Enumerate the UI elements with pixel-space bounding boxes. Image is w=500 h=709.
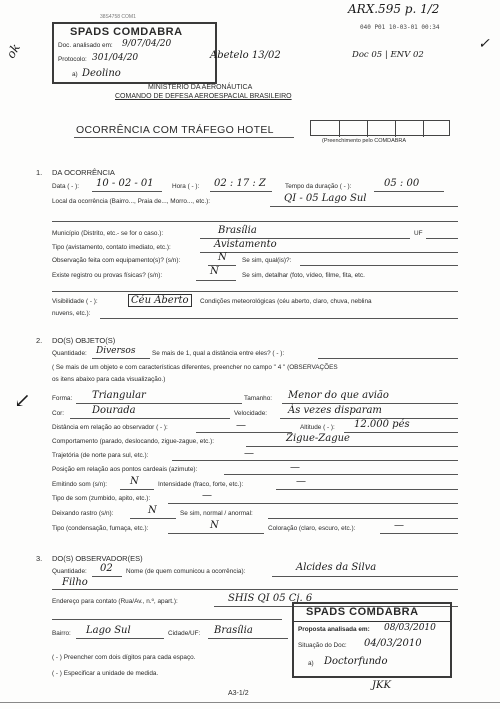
visib-value: Céu Aberto (128, 294, 192, 307)
distancia-label: Distância em relação ao observador ( - ): (52, 424, 168, 431)
stamp-bottom-a-label: a) (308, 660, 314, 667)
uf-label: UF (414, 230, 423, 237)
obs-equip-label: Observação feita com equipamento(s)? (s/n): (52, 257, 181, 264)
check-mark: ✓ (478, 36, 490, 52)
duration-label: Tempo da duração ( - ): (285, 183, 352, 190)
coloracao-label: Coloração (claro, escuro, etc.): (268, 525, 356, 532)
registro-label: Existe registro ou provas físicas? (s/n): (52, 272, 163, 279)
protocolo-value: 301/04/20 (92, 53, 139, 63)
obs-equip-value: N (218, 252, 227, 263)
nome-value: Alcides da Silva (296, 562, 377, 573)
visib-detail-2: nuvens, etc.): (52, 310, 91, 317)
fill-note: (Preenchimento pelo COMDABRA (322, 138, 407, 144)
situacao-label: Situação do Doc: (298, 642, 347, 649)
tipo-rastro-value: N (210, 520, 219, 531)
intensidade-label: Intensidade (fraco, forte, etc.): (158, 481, 244, 488)
stamp-bottom-signature: Doctorfundo (324, 656, 388, 667)
doc-env-handwritten: Doc 05 | ENV 02 (352, 50, 424, 60)
fax-stamp: 040 P01 10-03-01 00:34 (360, 24, 440, 31)
cor-value: Dourada (92, 405, 136, 416)
margin-mark: ok (3, 41, 23, 61)
stamp-a-label: a) (72, 71, 78, 78)
bairro-value: Lago Sul (86, 625, 131, 636)
doc-analisado-label: Doc. analisado em: (58, 42, 113, 49)
footnote-2: ( - ) Especificar a unidade de medida. (52, 670, 159, 677)
altitude-label: Altitude ( - ): (300, 424, 335, 431)
comport-label: Comportamento (parado, deslocando, zigue-zague, etc.): (52, 438, 214, 445)
emitindo-value: N (130, 476, 139, 487)
obs-qty-value: 02 (100, 563, 113, 574)
visib-detail: Condições meteorológicas (céu aberto, claro, chuva, neblina (200, 298, 372, 305)
coloracao-value: — (394, 520, 404, 531)
tamanho-value: Menor do que avião (288, 390, 389, 401)
reference-number: ARX.595 p. 1/2 (348, 2, 440, 16)
qty-detail: Se mais de 1, qual a distância entre eles? ( - ): (152, 350, 285, 357)
doc-analisado-value: 9/07/04/20 (122, 39, 172, 49)
posicao-value: — (290, 462, 300, 473)
protocolo-label: Protocolo: (58, 56, 87, 63)
spads-stamp-bottom (292, 602, 452, 678)
note-1: ( Se mais de um objeto e com características diferentes, preencher no campo " 4 " (OBSERVAÇÕES (52, 364, 338, 371)
hour-value: 02 : 17 : Z (214, 178, 266, 189)
distancia-value: — (236, 420, 246, 431)
stamp-bottom-title: SPADS COMDABRA (306, 606, 419, 618)
place-value: QI - 05 Lago Sul (284, 193, 367, 204)
cidade-label: Cidade/UF: (168, 630, 201, 637)
footnote-1: ( - ) Preencher com dois dígitos para cada espaço. (52, 654, 196, 661)
tipo-value: Avistamento (214, 239, 277, 250)
qty-label: Quantidade: (52, 350, 87, 357)
altitude-value: 12.000 pés (354, 419, 410, 430)
note-2: os itens abaixo para cada visualização.) (52, 376, 166, 383)
tipo-rastro-label: Tipo (condensação, fumaça, etc.): (52, 525, 149, 532)
section2-number: 2. (36, 336, 43, 345)
posicao-label: Posição em relação aos pontos cardeais (azimute): (52, 466, 198, 473)
registro-value: N (210, 266, 219, 277)
rastro-value: N (148, 505, 157, 516)
stamp-signature: Deolino (82, 68, 121, 79)
endereco-value: SHIS QI 05 Cj. 6 (228, 593, 313, 604)
cor-label: Cor: (52, 410, 65, 417)
tamanho-label: Tamanho: (244, 395, 273, 402)
duration-value: 05 : 00 (384, 178, 420, 189)
date-label: Data ( - ): (52, 183, 79, 190)
proposta-label: Proposta analisada em: (298, 626, 370, 633)
stamp-title: SPADS COMDABRA (70, 26, 183, 38)
margin-arrow: ↙ (14, 388, 31, 412)
stamp-bottom-initials: JKK (372, 680, 391, 691)
visib-label: Visibilidade ( - ): (52, 298, 98, 305)
obs-qty-label: Quantidade: (52, 568, 87, 575)
municipio-value: Brasília (218, 225, 257, 236)
registro-detail: Se sim, detalhar (foto, vídeo, filme, fita, etc. (242, 272, 365, 279)
tipo-som-label: Tipo de som (zumbido, apito, etc.): (52, 495, 151, 502)
tipo-som-value: — (202, 490, 212, 501)
bairro-label: Bairro: (52, 630, 71, 637)
footer-rule (0, 702, 500, 703)
spads-stamp-top (52, 22, 217, 84)
section3-title: DO(S) OBSERVADOR(ES) (52, 554, 143, 563)
nome-label: Nome (de quem comunicou a ocorrência): (126, 568, 246, 575)
velocidade-value: Às vezes disparam (288, 405, 382, 416)
intensidade-value: — (296, 476, 306, 487)
traj-label: Trajetória (de norte para sul, etc.): (52, 452, 149, 459)
traj-value: — (244, 448, 254, 459)
forma-label: Forma: (52, 395, 73, 402)
nome-value-2: Filho (62, 577, 88, 588)
title-underline (74, 137, 294, 138)
stamp-initials: Abetelo 13/02 (210, 50, 281, 61)
velocidade-label: Velocidade: (234, 410, 268, 417)
cidade-value: Brasília (214, 625, 253, 636)
forma-value: Triangular (92, 390, 146, 401)
place-label: Local da ocorrência (Bairro..., Praia de..., Morro..., etc.): (52, 198, 211, 205)
situacao-value: 04/03/2010 (364, 638, 422, 649)
section3-number: 3. (36, 554, 43, 563)
section1-number: 1. (36, 168, 43, 177)
section2-title: DO(S) OBJETO(S) (52, 336, 116, 345)
ministry-line-2: COMANDO DE DEFESA AEROESPACIAL BRASILEIRO (115, 93, 292, 100)
rastro-detail: Se sim, normal / anormal: (180, 510, 253, 517)
top-small-text: 38S4758 COM1 (100, 14, 136, 20)
form-title: OCORRÊNCIA COM TRÁFEGO HOTEL (76, 124, 274, 136)
emitindo-label: Emitindo som (s/n): (52, 481, 108, 488)
form-boxes (310, 120, 450, 136)
section1-title: DA OCORRÊNCIA (52, 168, 115, 177)
proposta-value: 08/03/2010 (384, 623, 436, 633)
municipio-label: Município (Distrito, etc.- se for o caso.): (52, 230, 164, 237)
comport-value: Zigue-Zague (286, 433, 350, 444)
ministry-line-1: MINISTÉRIO DA AERONÁUTICA (148, 84, 253, 91)
date-value: 10 - 02 - 01 (96, 178, 154, 189)
qty-value: Diversos (96, 346, 136, 356)
tipo-label: Tipo (avistamento, contato imediato, etc.): (52, 244, 171, 251)
endereco-label: Endereço para contato (Rua/Av., n.º, apart.): (52, 598, 178, 605)
page-code: A3-1/2 (228, 690, 249, 697)
hour-label: Hora ( - ): (172, 183, 200, 190)
obs-qual-label: Se sim, qual(is)?: (242, 257, 292, 264)
rastro-label: Deixando rastro (s/n): (52, 510, 114, 517)
